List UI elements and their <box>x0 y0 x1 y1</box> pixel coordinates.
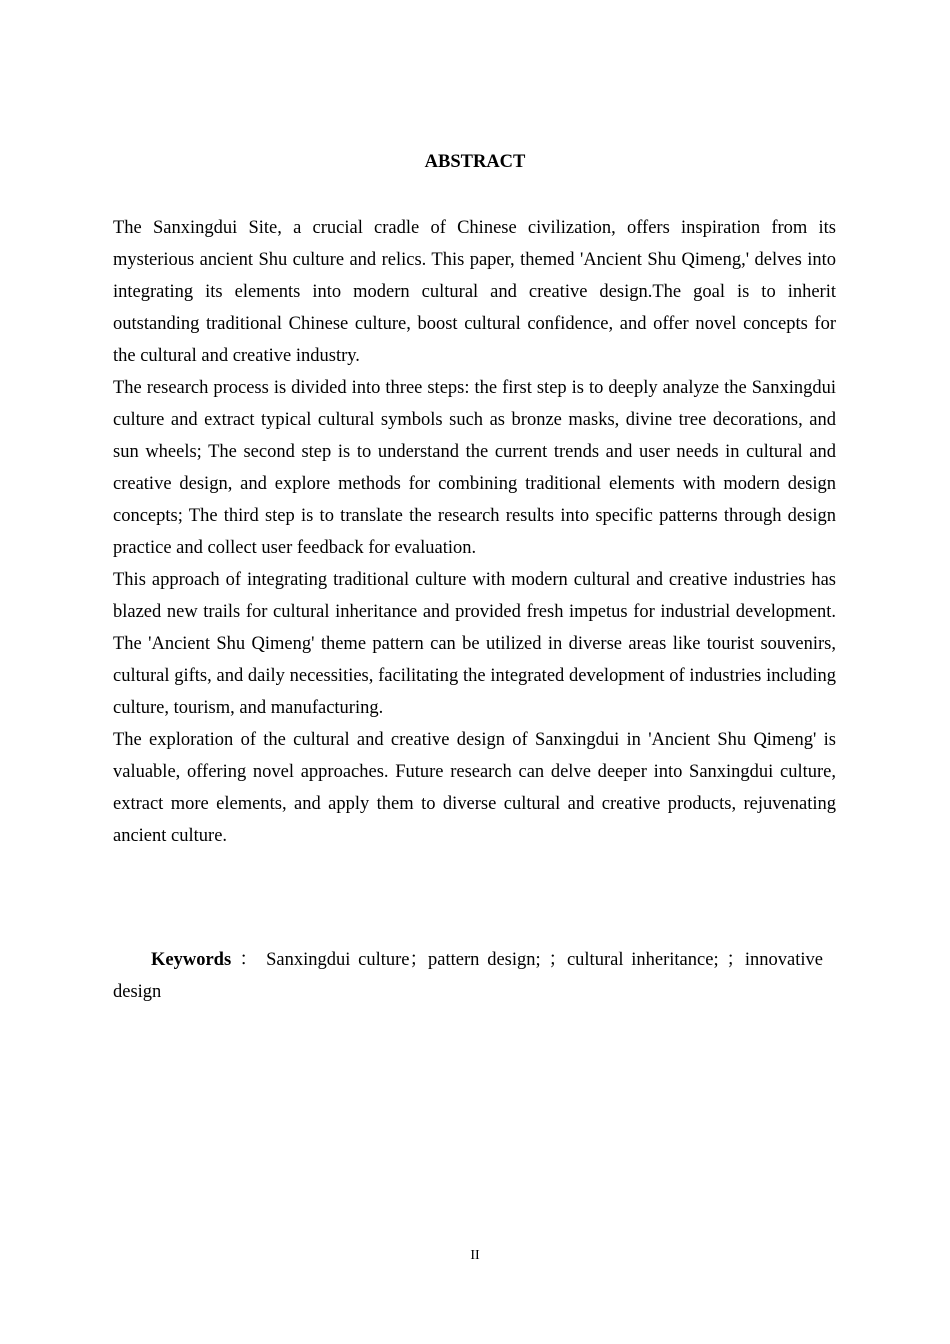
keywords-colon: ： <box>236 950 262 970</box>
abstract-body <box>113 212 836 852</box>
keywords-text: Sanxingdui culture；pattern design; ；cultural inheritance; ；innovative design <box>113 950 823 1002</box>
abstract-paragraph-2: The research process is divided into three steps: the first step is to deeply analyze the Sanxingdui culture and extract typical cultural symbols such as bronze masks, divine tree decorations, and sun wheels; The second step is to understand the current trends and user needs in cultural and creative design, and explore methods for combining traditional elements with modern design concepts; The third step is to translate the research results into specific patterns through design practice and collect user feedback for evaluation. <box>113 378 836 558</box>
abstract-title: ABSTRACT <box>424 152 526 172</box>
abstract-paragraph-1: The Sanxingdui Site, a crucial cradle of Chinese civilization, offers inspiration from its mysterious ancient Shu culture and relics. This paper, themed 'Ancient Shu Qimeng,' delves into integrating its elements into modern cultural and creative design.The goal is to inherit outstanding traditional Chinese culture, boost cultural confidence, and offer novel concepts for the cultural and creative industry. <box>113 218 836 366</box>
keywords-label: Keywords <box>151 950 232 970</box>
keywords-line <box>113 944 823 1008</box>
page-number: II <box>470 1248 480 1263</box>
abstract-paragraph-4: The exploration of the cultural and creative design of Sanxingdui in 'Ancient Shu Qimeng' is valuable, offering novel approaches. Future research can delve deeper into Sanxingdui culture, extract more elements, and apply them to diverse cultural and creative products, rejuvenating ancient culture. <box>113 730 836 846</box>
abstract-paragraph-3: This approach of integrating traditional culture with modern cultural and creative industries has blazed new trails for cultural inheritance and provided fresh impetus for industrial development. The 'Ancient Shu Qimeng' theme pattern can be utilized in diverse areas like tourist souvenirs, cultural gifts, and daily necessities, facilitating the integrated development of industries including culture, tourism, and manufacturing. <box>113 570 836 718</box>
